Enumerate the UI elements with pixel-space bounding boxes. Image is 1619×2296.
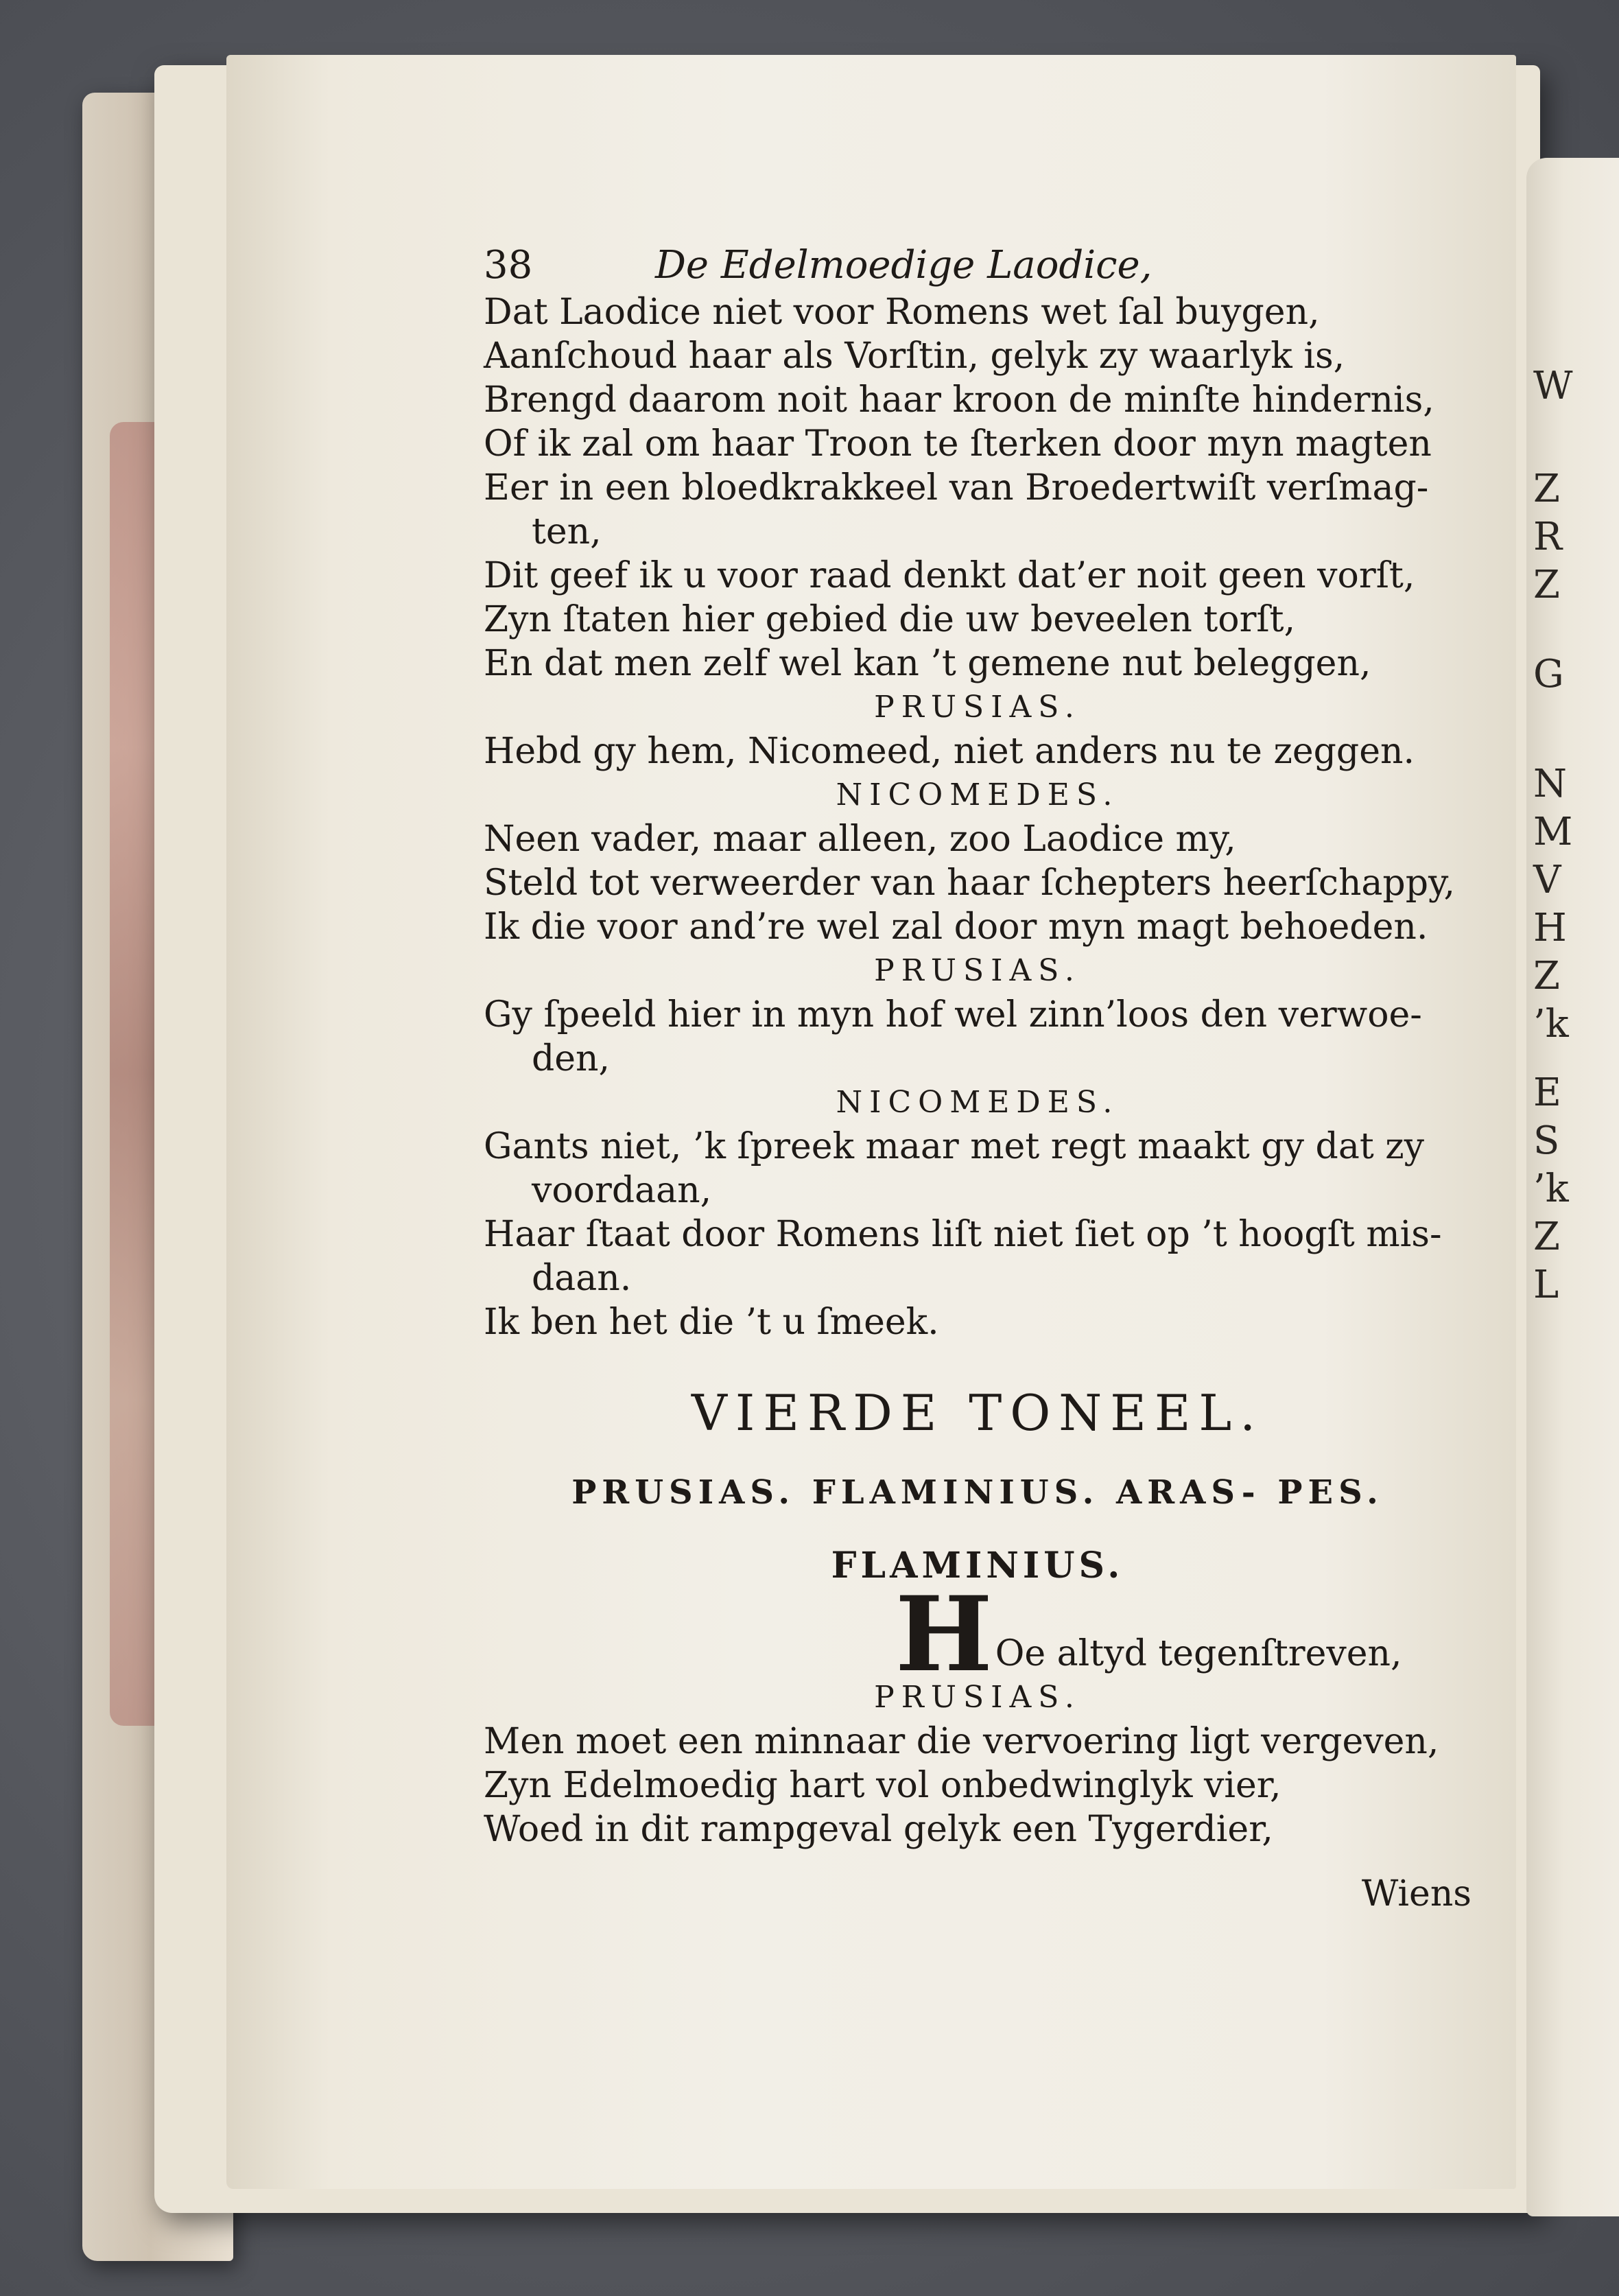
facing-page-fragment: W (1533, 364, 1573, 408)
verse-line: En dat men zelf wel kan ’t gemene nut beleggen, (484, 643, 1371, 684)
verse-line: Zyn Edelmoedig hart vol onbedwinglyk vier, (484, 1765, 1281, 1806)
verse-continuation: daan. (532, 1258, 632, 1299)
facing-page-fragment: Z (1533, 1215, 1560, 1259)
verse-line: Dat Laodice niet voor Romens wet ſal buygen, (484, 292, 1320, 333)
opening-line (484, 1574, 1472, 1695)
facing-page-fragment: Z (1533, 954, 1560, 998)
speaker-label: PRUSIAS. (874, 690, 1081, 725)
page-number: 38 (484, 243, 533, 288)
verse-continuation: ten, (532, 511, 602, 552)
page-text (484, 244, 1472, 1916)
facing-page-fragment: H (1533, 906, 1567, 950)
catchword: Wiens (1361, 1873, 1472, 1914)
facing-page-fragment: R (1533, 515, 1563, 559)
facing-page-fragment: V (1533, 858, 1561, 902)
running-title: De Edelmoedige Laodice, (655, 243, 1153, 288)
verse-line: Ik ben het die ’t u ſmeek. (484, 1302, 939, 1343)
opening-line-text: Oe altyd tegenſtreven, (995, 1633, 1402, 1674)
verse-line: Woed in dit rampgeval gelyk een Tygerdier, (484, 1809, 1273, 1850)
speaker-label: NICOMEDES. (836, 1085, 1120, 1120)
facing-page-fragment: ’k (1533, 1167, 1569, 1211)
verse-line: Of ik zal om haar Troon te ſterken door myn magten (484, 423, 1432, 465)
verse-line: Ik die voor and’re wel zal door myn magt behoeden. (484, 906, 1428, 948)
verse-line: Gants niet, ’k ſpreek maar met regt maakt gy dat zy (484, 1126, 1425, 1167)
speaker-label: NICOMEDES. (836, 777, 1120, 812)
facing-page-fragment: S (1533, 1118, 1560, 1163)
verse-line: Eer in een bloedkrakkeel van Broedertwiſt verſmag- (484, 467, 1429, 508)
verse-line: Dit geef ik u voor raad denkt dat’er noit geen vorſt, (484, 555, 1415, 596)
verse-line: Zyn ſtaten hier gebied die uw beveelen torſt, (484, 599, 1296, 640)
verse-line: Brengd daarom noit haar kroon de minſte hindernis, (484, 379, 1434, 421)
verse-continuation: voordaan, (532, 1170, 712, 1211)
cast-list: PRUSIAS. FLAMINIUS. ARAS- PES. (571, 1473, 1384, 1512)
facing-page-fragment: ’k (1533, 1002, 1569, 1046)
scene-heading: VIERDE TONEEL. (691, 1384, 1264, 1442)
speaker-label: FLAMINIUS. (831, 1545, 1124, 1586)
facing-page-fragment: G (1533, 652, 1564, 696)
facing-page-fragment: Z (1533, 563, 1560, 607)
verse-line: Neen vader, maar alleen, zoo Laodice my, (484, 819, 1236, 860)
drop-cap: H (895, 1574, 993, 1695)
verse-continuation: den, (532, 1038, 611, 1079)
verse-line: Steld tot verweerder van haar ſchepters heerſchappy, (484, 863, 1456, 904)
verse-line: Haar ſtaat door Romens liſt niet ſiet op ’t hoogſt mis- (484, 1214, 1442, 1255)
verse-lines (484, 290, 1472, 1344)
verse-line: Hebd gy hem, Nicomeed, niet anders nu te zeggen. (484, 731, 1415, 772)
facing-page-fragment: N (1533, 762, 1567, 806)
facing-page-fragment: M (1533, 810, 1573, 854)
speaker-label: PRUSIAS. (874, 1680, 1081, 1715)
facing-page-fragment: E (1533, 1070, 1561, 1115)
verse-line: Men moet een minnaar die vervoering ligt vergeven, (484, 1721, 1439, 1762)
facing-page-fragment: L (1533, 1263, 1559, 1307)
closing-lines (484, 1720, 1472, 1851)
facing-page (1526, 158, 1619, 2216)
verse-line: Gy ſpeeld hier in myn hof wel zinn’loos den verwoe- (484, 994, 1422, 1035)
verse-line: Aanſchoud haar als Vorſtin, gelyk zy waarlyk is, (484, 336, 1345, 377)
facing-page-fragment: Z (1533, 467, 1560, 511)
page-header (484, 244, 1472, 288)
speaker-label: PRUSIAS. (874, 953, 1081, 988)
